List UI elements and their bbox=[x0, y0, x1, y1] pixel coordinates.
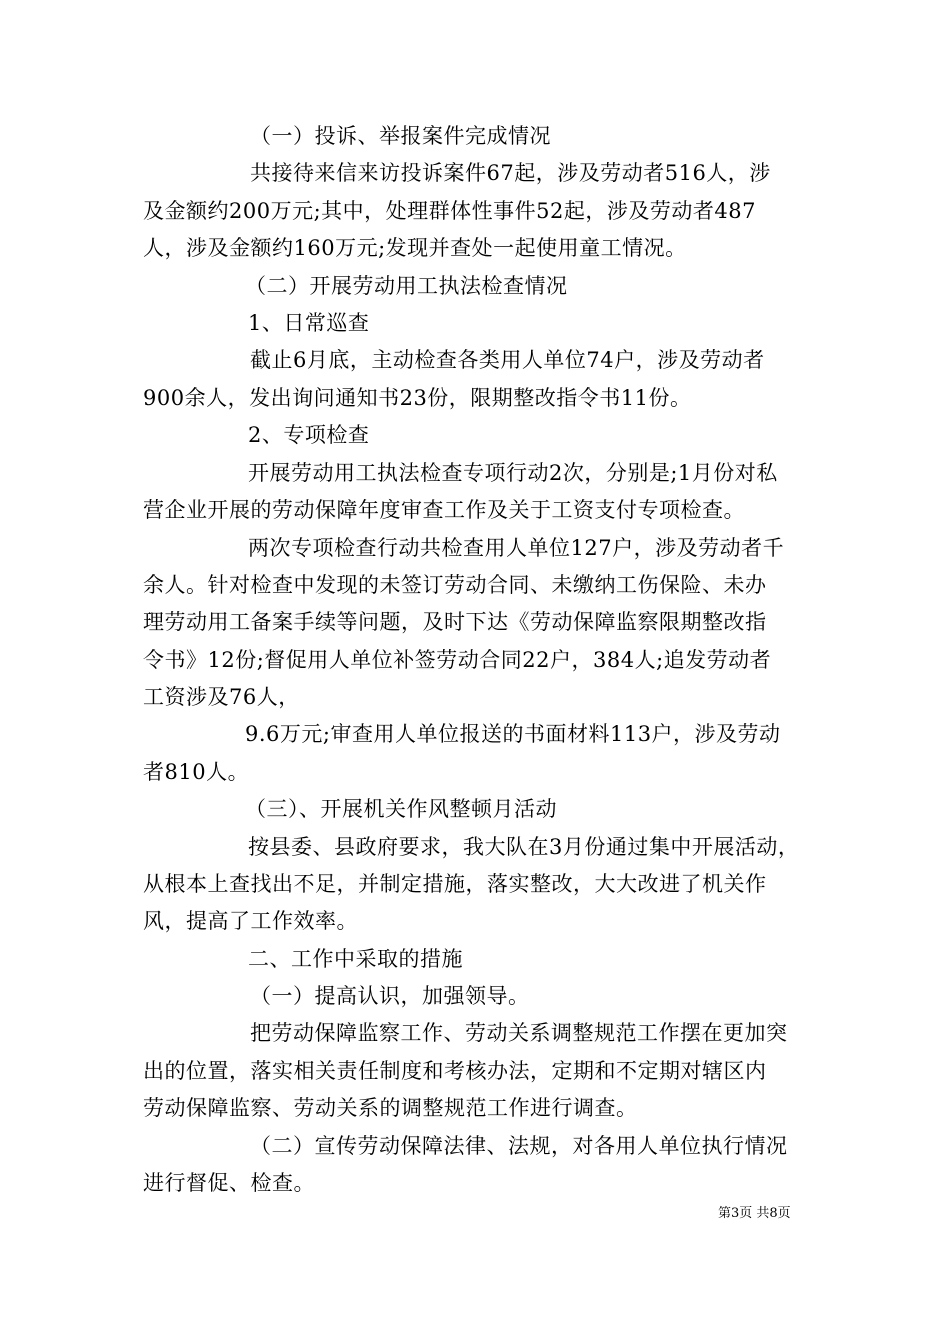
section-heading: （三）、开展机关作风整顿月活动 bbox=[245, 797, 557, 821]
paragraph-line: 900余人，发出询问通知书23份，限期整改指令书11份。 bbox=[143, 386, 692, 410]
section-heading: （二）开展劳动用工执法检查情况 bbox=[245, 274, 568, 298]
subsection-heading: 2、专项检查 bbox=[248, 423, 370, 447]
subsection-heading: （一）提高认识，加强领导。 bbox=[250, 984, 530, 1008]
paragraph-line: 令书》12份;督促用人单位补签劳动合同22户，384人;追发劳动者 bbox=[143, 648, 772, 672]
paragraph-line: 从根本上查找出不足，并制定措施，落实整改，大大改进了机关作 bbox=[143, 872, 767, 896]
paragraph-line: 9.6万元;审查用人单位报送的书面材料113户，涉及劳动 bbox=[245, 722, 781, 746]
paragraph-line: 余人。针对检查中发现的未签订劳动合同、未缴纳工伤保险、未办 bbox=[143, 573, 767, 597]
paragraph-line: 人，涉及金额约160万元;发现并查处一起使用童工情况。 bbox=[143, 236, 687, 260]
section-heading: 二、工作中采取的措施 bbox=[248, 947, 463, 971]
paragraph-line: 把劳动保障监察工作、劳动关系调整规范工作摆在更加突 bbox=[250, 1021, 788, 1045]
paragraph-line: 共接待来信来访投诉案件67起，涉及劳动者516人，涉 bbox=[250, 161, 771, 185]
paragraph-line: 开展劳动用工执法检查专项行动2次，分别是;1月份对私 bbox=[248, 461, 778, 485]
paragraph-line: 截止6月底，主动检查各类用人单位74户，涉及劳动者 bbox=[250, 348, 765, 372]
section-heading: （一）投诉、举报案件完成情况 bbox=[250, 124, 551, 148]
paragraph-line: 劳动保障监察、劳动关系的调整规范工作进行调查。 bbox=[143, 1096, 638, 1120]
paragraph-line: 者810人。 bbox=[143, 760, 250, 784]
paragraph-line: 及金额约200万元;其中，处理群体性事件52起，涉及劳动者487 bbox=[143, 199, 756, 223]
paragraph-line: 营企业开展的劳动保障年度审查工作及关于工资支付专项检查。 bbox=[143, 498, 745, 522]
section-heading: （二）宣传劳动保障法律、法规，对各用人单位执行情况 bbox=[250, 1134, 788, 1158]
paragraph-line: 按县委、县政府要求，我大队在3月份通过集中开展活动， bbox=[248, 835, 800, 859]
subsection-heading: 1、日常巡查 bbox=[248, 311, 370, 335]
paragraph-line: 风，提高了工作效率。 bbox=[143, 909, 358, 933]
paragraph-line: 进行督促、检查。 bbox=[143, 1171, 315, 1195]
paragraph-line: 工资涉及76人， bbox=[143, 685, 300, 709]
paragraph-line: 理劳动用工备案手续等问题，及时下达《劳动保障监察限期整改指 bbox=[143, 610, 767, 634]
paragraph-line: 出的位置，落实相关责任制度和考核办法，定期和不定期对辖区内 bbox=[143, 1059, 767, 1083]
paragraph-line: 两次专项检查行动共检查用人单位127户，涉及劳动者千 bbox=[248, 536, 785, 560]
page-number: 第3页 共8页 bbox=[718, 1206, 791, 1221]
